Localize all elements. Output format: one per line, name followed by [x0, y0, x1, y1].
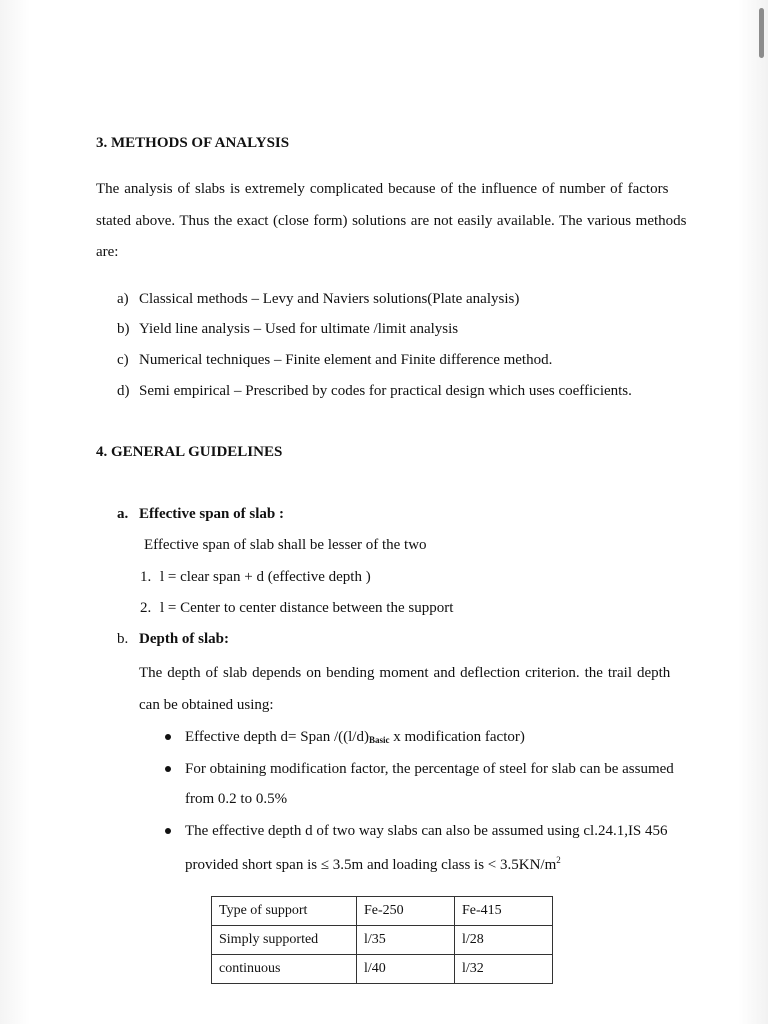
bullet-3-sup: 2 — [556, 855, 561, 865]
table-row — [212, 897, 553, 926]
bullet-1-dot — [165, 734, 171, 740]
list-item-classical-methods: Classical methods – Levy and Naviers solutions(Plate analysis) — [139, 291, 520, 307]
bullet-1-sub: Basic — [368, 735, 390, 745]
table-row — [212, 955, 553, 984]
subsection-a-marker: a. — [117, 506, 129, 522]
span-item-2-marker: 2. — [140, 600, 152, 616]
depth-para-line-1: The depth of slab depends on bending moment and deflection criterion. the trail depth — [139, 665, 671, 681]
table-cell: l/28 — [455, 926, 553, 955]
section-3-para-line-3: are: — [96, 244, 119, 260]
list-item-semi-empirical: Semi empirical – Prescribed by codes for practical design which uses coefficients. — [139, 383, 632, 399]
bullet-modification-line-1: For obtaining modification factor, the percentage of steel for slab can be assumed — [185, 761, 674, 777]
list-item-numerical: Numerical techniques – Finite element and Finite difference method. — [139, 352, 553, 368]
depth-para-line-2: can be obtained using: — [139, 697, 274, 713]
effective-span-intro: Effective span of slab shall be lesser of the two — [144, 537, 427, 553]
bullet-modification-line-2: from 0.2 to 0.5% — [185, 791, 288, 807]
list-marker-c: c) — [117, 352, 129, 368]
bullet-3-line-2-text: provided short span is ≤ 3.5m and loading class is < 3.5KN/m — [185, 857, 557, 873]
subsection-b-marker: b. — [117, 631, 129, 647]
bullet-two-way-line-2 — [185, 856, 561, 873]
table-cell: l/35 — [357, 926, 455, 955]
section-3-para-line-2: stated above. Thus the exact (close form) solutions are not easily available. The various methods — [96, 213, 687, 229]
table-cell: Simply supported — [212, 926, 357, 955]
span-item-2: l = Center to center distance between the support — [160, 600, 454, 616]
bullet-3-dot — [165, 828, 171, 834]
section-4-heading: 4. GENERAL GUIDELINES — [96, 444, 283, 460]
table-row — [212, 926, 553, 955]
section-3-para-line-1: The analysis of slabs is extremely complicated because of the influence of number of factors — [96, 181, 669, 197]
section-3-heading: 3. METHODS OF ANALYSIS — [96, 135, 290, 151]
span-depth-ratio-table — [211, 896, 553, 984]
table-cell: Fe-250 — [357, 897, 455, 926]
table-cell: Fe-415 — [455, 897, 553, 926]
table-cell: l/40 — [357, 955, 455, 984]
subsection-b-title: Depth of slab: — [139, 631, 230, 647]
list-marker-b: b) — [117, 321, 130, 337]
table-cell: continuous — [212, 955, 357, 984]
bullet-1-post: x modification factor) — [389, 729, 525, 745]
list-item-yield-line: Yield line analysis – Used for ultimate /limit analysis — [139, 321, 459, 337]
bullet-1-pre: Effective depth d= Span /((l/d) — [185, 729, 369, 745]
bullet-2-dot — [165, 766, 171, 772]
table-cell: Type of support — [212, 897, 357, 926]
bullet-effective-depth — [185, 730, 525, 745]
bullet-two-way-line-1: The effective depth d of two way slabs can also be assumed using cl.24.1,IS 456 — [185, 823, 668, 839]
list-marker-d: d) — [117, 383, 130, 399]
span-item-1-marker: 1. — [140, 569, 152, 585]
span-item-1: l = clear span + d (effective depth ) — [160, 569, 371, 585]
subsection-a-title: Effective span of slab : — [139, 506, 284, 522]
list-marker-a: a) — [117, 291, 129, 307]
table-cell: l/32 — [455, 955, 553, 984]
